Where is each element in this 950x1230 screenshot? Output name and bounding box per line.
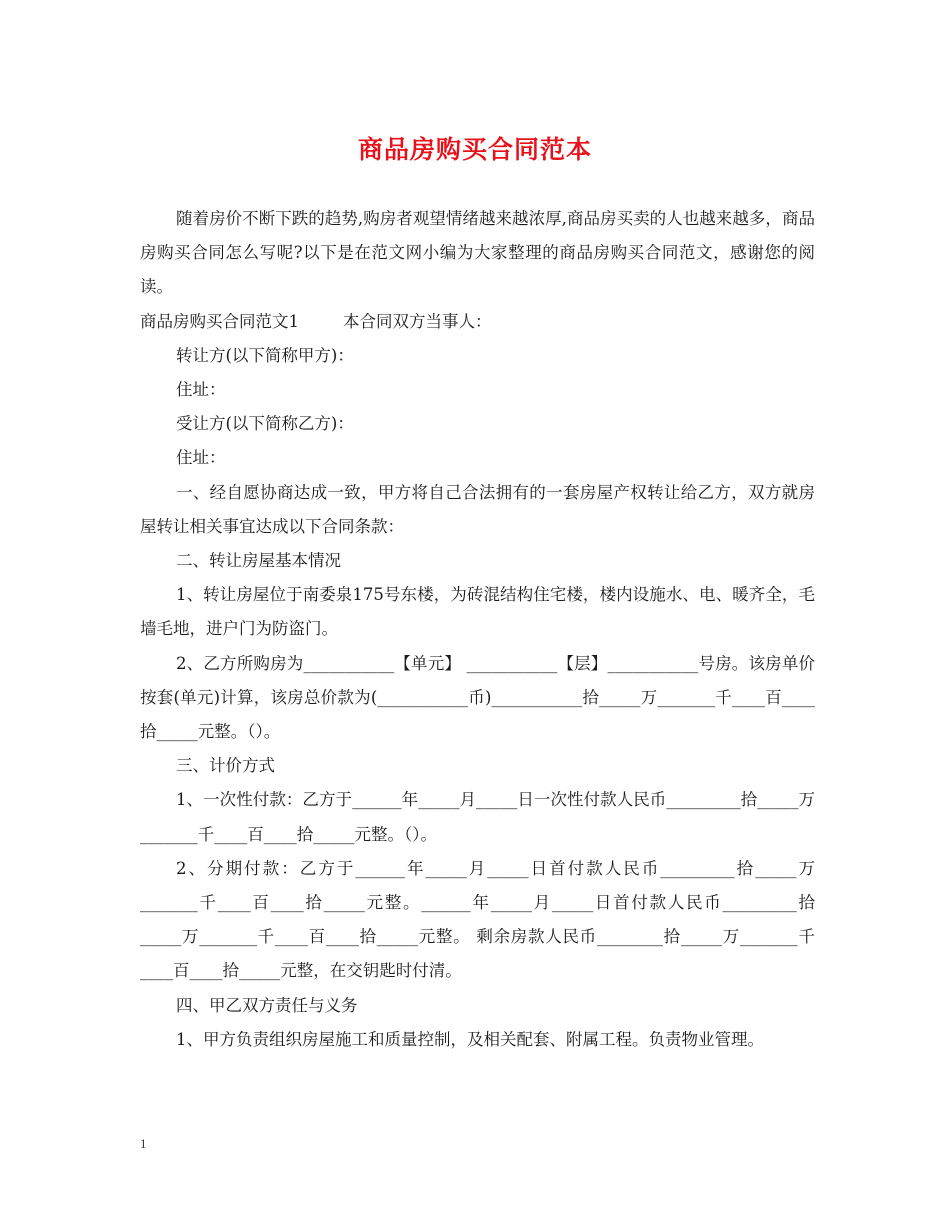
document-title: 商品房购买合同范本 [357,135,592,164]
paragraph-section-3-heading: 三、计价方式 [176,756,275,776]
paragraph-party-b-address: 住址： [176,448,226,468]
document-body [140,202,815,1057]
paragraph-party-a: 转让方(以下简称甲方)： [176,345,354,365]
paragraph-section-4-item-1: 1、甲方负责组织房屋施工和质量控制，及相关配套、附属工程。负责物业管理。 [176,1029,764,1049]
paragraph-section-3-item-1: 1、一次性付款：乙方于______年_____月_____日一次性付款人民币_________拾_____万_______千____百____拾_____元整。（）。 [140,790,815,844]
paragraph-section-3-item-2: 2、分期付款：乙方于______年_____月_____日首付款人民币_________拾_____万_______千____百____拾_____元整。______年_____月_____日首付款人民币_________拾_____万_______千____百____拾_____元整。 剩余房款人民币________拾_____万_______千____百____拾_____元整，在交钥匙时付清。 [140,858,815,981]
paragraph-section-2-heading: 二、转让房屋基本情况 [176,551,341,571]
sample-heading: 商品房购买合同范文1 [140,311,299,331]
page-number: 1 [140,1136,147,1151]
paragraph-heading-sample [140,305,815,339]
paragraph-party-a-address: 住址： [176,380,226,400]
paragraph-intro: 随着房价不断下跌的趋势,购房者观望情绪越来越浓厚,商品房买卖的人也越来越多，商品房购买合同怎么写呢?以下是在范文网小编为大家整理的商品房购买合同范文，感谢您的阅读。 [140,209,815,297]
paragraph-section-2-item-2: 2、乙方所购房为___________【单元】 ___________【层】___________号房。该房单价按套(单元)计算，该房总价款为(___________币)___________拾_____万_______千____百____拾_____元整。（）。 [140,653,815,742]
paragraph-section-2-item-1: 1、转让房屋位于南委泉175号东楼，为砖混结构住宅楼，楼内设施水、电、暖齐全，毛墙毛地，进户门为防盗门。 [140,585,815,639]
paragraph-section-4-heading: 四、甲乙双方责任与义务 [176,995,358,1015]
paragraph-clause-1: 一、经自愿协商达成一致，甲方将自己合法拥有的一套房屋产权转让给乙方，双方就房屋转让相关事宜达成以下合同条款： [140,482,815,536]
paragraph-party-b: 受让方(以下简称乙方)： [176,414,354,434]
parties-intro: 本合同双方当事人： [343,311,492,331]
